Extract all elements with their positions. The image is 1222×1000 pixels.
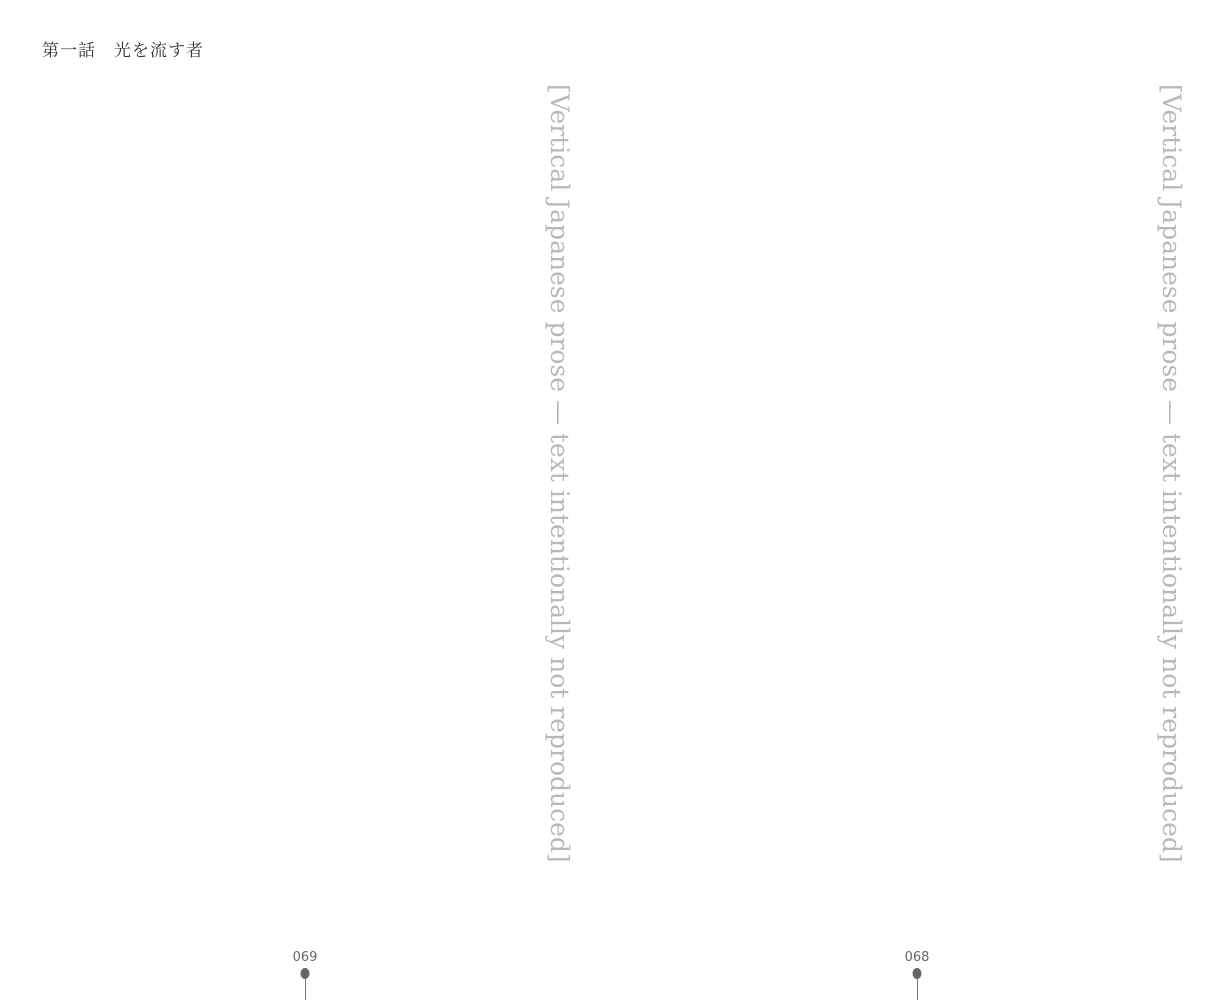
page-left (38, 84, 578, 914)
page-number-left: 069 (292, 950, 318, 965)
text-placeholder: [Vertical Japanese prose — text intentionally not reproduced] (1157, 84, 1186, 863)
vertical-text-block (650, 84, 1190, 914)
page-number-right: 068 (904, 950, 930, 965)
page-right (650, 84, 1190, 914)
running-header: 第一話 光を流す者 (42, 41, 204, 61)
vertical-text-block (38, 84, 578, 914)
folio-line (917, 978, 918, 1000)
text-placeholder: [Vertical Japanese prose — text intentionally not reproduced] (545, 84, 574, 863)
folio-line (305, 978, 306, 1000)
